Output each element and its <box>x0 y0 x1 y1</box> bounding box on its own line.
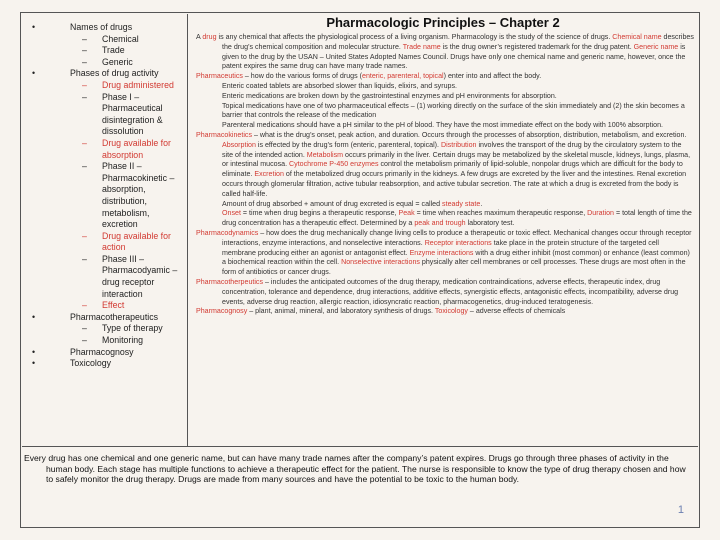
keyword: Pharmacodynamics <box>196 228 259 237</box>
text-run: Amount of drug absorbed + amount of drug excreted is equal = called <box>222 199 443 208</box>
outline-item: • Toxicology <box>30 358 183 370</box>
text-run: is the drug owner’s registered trademark for the drug patent. <box>440 42 634 51</box>
keyword: Duration <box>587 209 614 218</box>
keyword: Toxicology <box>434 307 468 316</box>
outline-subitem: – Phase III – Pharmacodyamic – drug receptor interaction <box>30 254 183 300</box>
outline-subitem: – Effect <box>30 300 183 312</box>
keyword: Trade name <box>402 42 441 51</box>
text-run: control the metabolism primarily of lipid-soluble, nonpolar drugs which are difficult for the body to eliminate. <box>222 160 683 179</box>
keyword: steady state <box>442 199 481 208</box>
outline-item: • Phases of drug activity <box>30 68 183 80</box>
text-run: Parenteral medications should have a pH similar to the pH of blood. They have the most immediate effect on the body with 100% absorption. <box>222 121 663 130</box>
text-run: is any chemical that affects the physiological process of a living organism. Pharmacology is the study of the science of drugs. <box>216 33 613 41</box>
text-run: – plant, animal, mineral, and laboratory synthesis of drugs. <box>247 307 435 316</box>
text-run: . <box>480 199 483 208</box>
outline-subitem: – Drug available for action <box>30 231 183 254</box>
outline-subitem: – Drug available for absorption <box>30 138 183 161</box>
content-subparagraph <box>196 102 694 122</box>
text-run: Enteric coated tablets are absorbed slower than liquids, elixirs, and syrups. <box>222 81 458 90</box>
content-paragraph <box>196 33 694 72</box>
text-run: laboratory test. <box>465 219 515 228</box>
keyword: Peak <box>398 209 415 218</box>
outline-subitem: – Phase II – Pharmacokinetic – absorption, distribution, metabolism, excretion <box>30 161 183 231</box>
keyword: peak and trough <box>414 219 466 228</box>
content-subparagraph <box>196 82 694 92</box>
keyword: Chemical name <box>612 33 662 41</box>
content-body <box>188 31 698 317</box>
keyword: drug <box>202 33 217 41</box>
page-number: 1 <box>677 504 684 516</box>
keyword: enteric, parenteral, topical <box>362 72 444 81</box>
text-run: Topical medications have one of two pharmaceutical effects – (1) working directly on the surface of the skin immediately and (2) the skin becomes a barrier that controls the release of the medication <box>222 101 685 120</box>
summary-panel <box>22 446 698 526</box>
content-subparagraph <box>196 121 694 131</box>
text-run: A <box>196 33 203 41</box>
outline-subitem: – Monitoring <box>30 335 183 347</box>
outline-subitem: – Phase I – Pharmaceutical disintegration & dissolution <box>30 92 183 138</box>
text-run: with a drug either inhibit (most common) or enhance (least common) a biochemical reaction within the cell. <box>222 248 690 267</box>
text-run: is given to the drug by the USAN – United States Adopted Names Council. Drugs have only one chemical name and generic name, however, once the patent expires the same drug can have many trade names. <box>222 42 686 71</box>
text-run: – includes the anticipated outcomes of the drug therapy, medication contraindications, adverse effects, therapeutic index, drug concentration, tolerance and dependence, drug interactions, additive effects, synergistic effects, antagonistic effects, incompatibility, adverse drug events, adverse drug reaction, allergic reaction, idiosyncratic reaction, pharmacogenetics, drug-induced teratogenesis. <box>222 277 679 306</box>
content-subparagraph <box>196 92 694 102</box>
outline-subitem: – Type of therapy <box>30 323 183 335</box>
keyword: Pharmacotherpeutics <box>196 277 264 286</box>
text-run: – what is the drug’s onset, peak action, and duration. Occurs through the processes of absorption, distribution, metabolism, and excretion. <box>252 130 687 139</box>
content-subparagraph <box>196 200 694 210</box>
keyword: Metabolism <box>306 150 344 159</box>
keyword: Pharmacokinetics <box>196 130 252 139</box>
text-run: take place in the protein structure of the targeted cell membrane producing either an agonist or antagonist effect. <box>222 238 659 257</box>
text-run: – how does the drug mechanically change living cells to produce a therapeutic or toxic effect. Mechanical changes occur through receptor interactions, enzyme interactions, and nonselective interactions. <box>222 228 692 247</box>
keyword: Absorption <box>222 140 256 149</box>
page-title: Pharmacologic Principles – Chapter 2 <box>326 15 560 30</box>
content-paragraph <box>196 229 694 278</box>
text-run: = time when drug begins a therapeutic response, <box>240 209 399 218</box>
keyword: Cytochrome P-450 enzymes <box>289 160 379 169</box>
keyword: Pharmacognosy <box>196 307 248 316</box>
text-run: occurs primarily in the liver. Certain drugs may be metabolized by the skeletal muscle, kidneys, lungs, plasma, or intestinal mucosa. <box>222 150 691 169</box>
text-run: – how do the various forms of drugs ( <box>242 72 362 81</box>
text-run: describes the drug’s chemical composition and molecular structure. <box>222 33 694 51</box>
keyword: Receptor interactions <box>424 238 492 247</box>
content-panel <box>188 14 698 446</box>
text-run: involves the transport of the drug by the circulatory system to the site of the intended action. <box>222 140 682 159</box>
content-subparagraph <box>196 209 694 229</box>
text-run: Enteric medications are broken down by the gastrointestinal enzymes and pH environments for absorption. <box>222 91 557 100</box>
text-run: – adverse effects of chemicals <box>467 307 566 316</box>
content-paragraph <box>196 307 694 317</box>
text-run: = time when reaches maximum therapeutic response, <box>414 209 588 218</box>
keyword: Enzyme interactions <box>409 248 474 257</box>
keyword: Excretion <box>254 170 284 179</box>
outline-item: • Names of drugs <box>30 22 183 34</box>
keyword: Pharmaceutics <box>196 72 243 81</box>
summary-text: Every drug has one chemical and one generic name, but can have many trade names after the company’s patent expires. Drugs go through three phases of activity in the human body. Each stage has multiple functions to achieve a therapeutic effect for the patient. The nurse is responsible to know the type of drug therapy chosen and how to safely monitor the drug therapy. Drugs are made from many sources and have the potential to be toxic to the human body. <box>24 453 686 485</box>
content-paragraph <box>196 278 694 307</box>
outline-panel <box>22 14 188 446</box>
content-paragraph <box>196 72 694 82</box>
text-run: of the metabolized drug occurs primarily in the kidneys. A few drugs are excreted by the liver and the intestines. Renal excretion occurs through glomerular filtration, active tubular reabsorption, and active tubular secretion. The rate at which a drug is excreted from the body is called half-life. <box>222 170 687 198</box>
text-run: is effected by the drug’s form (enteric, parenteral, topical). <box>255 140 441 149</box>
outline-subitem: – Generic <box>30 57 183 69</box>
content-paragraph <box>196 131 694 200</box>
text-run: physically alter cell membranes or cell processes. These drugs are most often in the form of antibiotics or cancer drugs. <box>222 258 686 277</box>
text-run: = total length of time the drug concentration has a therapeutic effect. Determined by a <box>222 209 692 228</box>
outline-item: • Pharmacotherapeutics <box>30 312 183 324</box>
text-run: ) enter into and affect the body. <box>443 72 542 81</box>
outline-subitem: – Chemical <box>30 34 183 46</box>
keyword: Nonselective interactions <box>341 258 420 267</box>
keyword: Generic name <box>633 42 679 51</box>
outline-subitem: – Trade <box>30 45 183 57</box>
outline-list <box>22 14 187 370</box>
outline-subitem: – Drug administered <box>30 80 183 92</box>
keyword: Distribution <box>440 140 477 149</box>
outline-item: • Pharmacognosy <box>30 347 183 359</box>
keyword: Onset <box>222 209 241 218</box>
